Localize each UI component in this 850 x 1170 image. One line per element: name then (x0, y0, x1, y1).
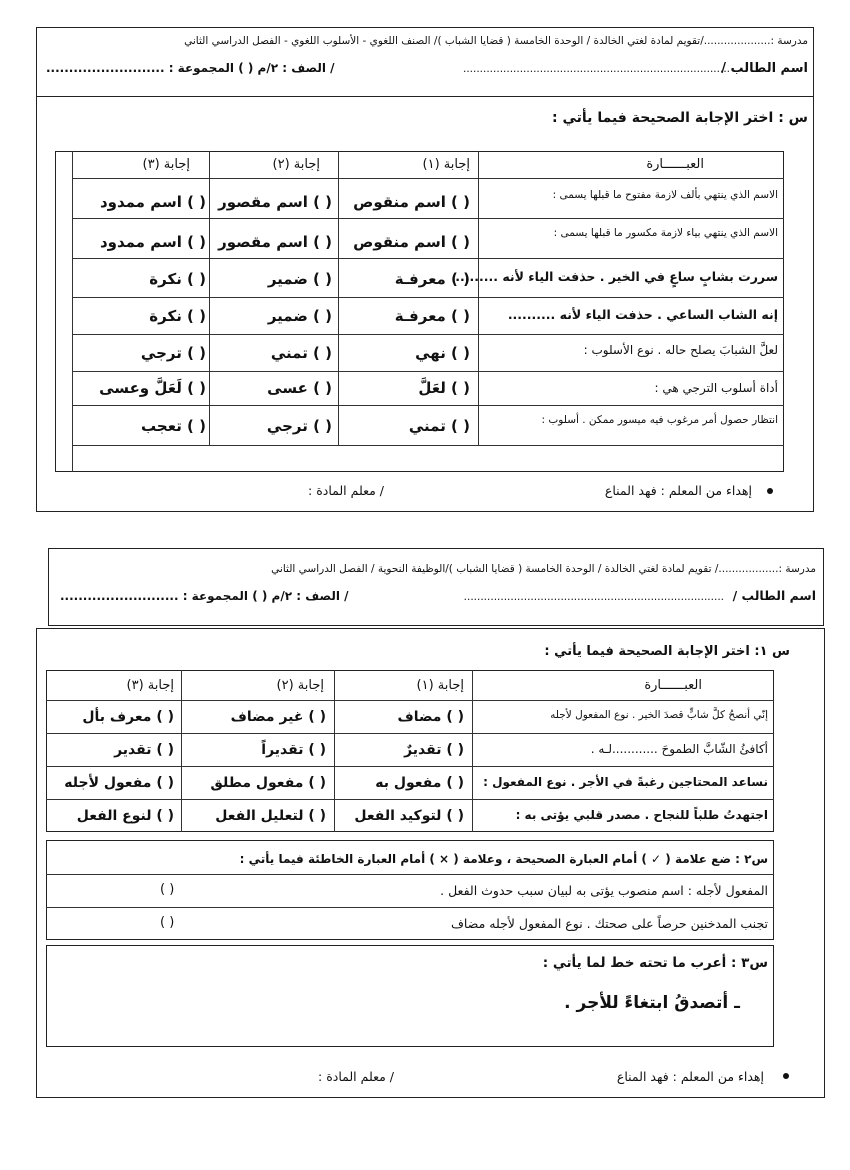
sheet1-question: س : اختر الإجابة الصحيحة فيما يأتي : (552, 110, 808, 126)
sheet2-student-label: اسم الطالب / (732, 588, 816, 603)
sheet1-col-statement: العبــــــارة (646, 157, 704, 172)
sheet2-q3-sentence: ـ أتصدقُ ابتغاءً للأجر . (564, 993, 740, 1013)
sheet2-answer-option[interactable]: ( ) لتوكيد الفعل (354, 808, 464, 824)
sheet1-answer-option[interactable]: ( ) معرفـة (394, 307, 470, 325)
sheet2-answer-option[interactable]: ( ) معرف بأل (82, 709, 174, 725)
sheet2-col-answer2: إجابة (٢) (276, 678, 324, 693)
sheet1-answer-option[interactable]: ( ) اسم مقصور (218, 233, 332, 251)
sheet1-header: مدرسة :..................../تقويم لمادة لغتي الخالدة / الوحدة الخامسة ( قضايا الشباب )/ الصنف اللغوي - الأسلوب اللغوي - الفصل الدراسي الثاني (184, 35, 808, 47)
sheet2-class-group[interactable]: / الصف : ٢/م ( ) المجموعة : .......................... (60, 589, 349, 603)
sheet1-statement: الاسم الذي ينتهي بياء لازمة مكسور ما قبلها يسمى : (553, 227, 778, 239)
sheet1-col-answer2: إجابة (٢) (272, 157, 320, 172)
sheet2-q2-answer-box[interactable]: ( ) (160, 915, 175, 930)
sheet2-footer-prep: إهداء من المعلم : فهد المناع (616, 1069, 764, 1084)
sheet2-question1: س ١: اختر الإجابة الصحيحة فيما يأتي : (544, 644, 790, 659)
sheet1-answer-option[interactable]: ( ) اسم مقصور (218, 193, 332, 211)
sheet1-statement: أداة أسلوب الترجي هي : (654, 381, 778, 395)
sheet2-answer-option[interactable]: ( ) لنوع الفعل (76, 808, 174, 824)
sheet2-bullet-icon (783, 1073, 789, 1079)
sheet2-answer-option[interactable]: ( ) مفعول لأجله (64, 775, 174, 791)
sheet2-question3: س٣ : أعرب ما تحته خط لما يأتي : (542, 955, 768, 971)
sheet1-student-label: اسم الطالب / (721, 61, 808, 76)
sheet1-student-name-field[interactable]: ................................................................................ (462, 63, 730, 75)
sheet2-question2: س٢ : ضع علامة ( ✓ ) أمام العبارة الصحيحة ، وعلامة ( × ) أمام العبارة الخاطئة فيما يأتي : (239, 852, 768, 866)
sheet1-col-answer3: إجابة (٣) (142, 157, 190, 172)
sheet2-answer-option[interactable]: ( ) غير مضاف (230, 709, 326, 725)
sheet1-answer-option[interactable]: ( ) اسم ممدود (99, 193, 206, 211)
sheet2-statement: إنّي أنصحُ كلَّ شابٍّ قصدَ الخير . نوع المفعول لأجله (550, 709, 768, 721)
sheet2-answer-option[interactable]: ( ) تقدير (114, 742, 174, 758)
sheet1-footer-teacher: / معلم المادة : (308, 483, 384, 498)
sheet1-answer-option[interactable]: ( ) اسم ممدود (99, 233, 206, 251)
sheet1-footer-prep: إهداء من المعلم : فهد المناع (604, 483, 752, 498)
sheet2-col-answer1: إجابة (١) (416, 678, 464, 693)
sheet1-answer-option[interactable]: ( ) تمني (270, 344, 332, 362)
sheet2-q2-answer-box[interactable]: ( ) (160, 882, 175, 897)
sheet1-header-divider (36, 96, 814, 97)
sheet2-answer-option[interactable]: ( ) تقديراً (261, 742, 326, 758)
sheet1-answer-option[interactable]: ( ) تعجب (141, 417, 206, 435)
sheet2-answer-option[interactable]: ( ) لتعليل الفعل (215, 808, 326, 824)
sheet1-answer-option[interactable]: ( ) نكرة (149, 307, 206, 325)
sheet1-answer-option[interactable]: ( ) ضمير (267, 270, 332, 288)
sheet1-answer-option[interactable]: ( ) عسى (267, 379, 332, 397)
sheet1-answer-option[interactable]: ( ) ترجي (140, 344, 206, 362)
sheet1-col-answer1: إجابة (١) (422, 157, 470, 172)
sheet1-statement: إنه الشاب الساعي . حذفت الياء لأنه .......... (507, 307, 778, 322)
sheet1-answer-option[interactable]: ( ) نكرة (149, 270, 206, 288)
sheet1-statement: الاسم الذي ينتهي بألف لازمة مفتوح ما قبلها يسمى : (552, 189, 778, 201)
sheet1-answer-option[interactable]: ( ) نهي (415, 344, 470, 362)
sheet2-answer-option[interactable]: ( ) مفعول مطلق (210, 775, 326, 791)
sheet1-statement: لعلَّ الشبابَ يصلح حاله . نوع الأسلوب : (583, 343, 778, 357)
sheet1-answer-option[interactable]: ( ) اسم منقوص (353, 233, 470, 251)
sheet2-q2-statement: المفعول لأجله : اسم منصوب يؤتى به لبيان سبب حدوث الفعل . (440, 883, 768, 898)
sheet1-answer-option[interactable]: ( ) معرفـة (394, 270, 470, 288)
sheet2-student-name-field[interactable]: .............................................................................. (463, 591, 724, 603)
sheet1-table-left-margin (72, 151, 73, 472)
sheet1-answer-option[interactable]: ( ) اسم منقوص (353, 193, 470, 211)
sheet1-answer-option[interactable]: ( ) تمني (408, 417, 470, 435)
sheet1-answer-option[interactable]: ( ) لعَلَّ (418, 379, 470, 397)
sheet1-class-group[interactable]: / الصف : ٢/م ( ) المجموعة : .......................... (46, 61, 335, 75)
sheet2-statement: أكافئُ الشّابَّ الطموحَ ............لـه . (590, 742, 768, 756)
sheet2-answer-option[interactable]: ( ) مضاف (397, 709, 464, 725)
sheet1-answer-option[interactable]: ( ) ترجي (266, 417, 332, 435)
sheet2-statement: اجتهدتُ طلباً للنجاح . مصدر قلبي يؤتى به : (515, 808, 768, 822)
sheet2-statement: نساعد المحتاجين رغبةً في الأجر . نوع المفعول : (483, 775, 768, 789)
sheet2-footer-teacher: / معلم المادة : (318, 1069, 394, 1084)
sheet2-answer-option[interactable]: ( ) تقديرٌ (404, 742, 464, 758)
sheet1-answer-option[interactable]: ( ) لَعَلَّ وعسى (99, 379, 206, 397)
sheet2-header: مدرسة :................../ تقويم لمادة لغتي الخالدة / الوحدة الخامسة ( قضايا الشباب )/الوظيفة النحوية / الفصل الدراسي الثاني (271, 563, 816, 575)
sheet1-answer-option[interactable]: ( ) ضمير (267, 307, 332, 325)
sheet1-statement: سررت بشابٍ ساعٍ في الخير . حذفت الياء لأنه ......... (455, 269, 778, 284)
sheet2-q2-statement: تجنب المدخنين حرصاً على صحتك . نوع المفعول لأجله مضاف (450, 916, 768, 931)
sheet2-col-statement: العبــــــارة (644, 678, 702, 693)
sheet1-statement: انتظار حصول أمر مرغوب فيه ميسور ممكن . أسلوب : (541, 414, 778, 426)
sheet2-answer-option[interactable]: ( ) مفعول به (375, 775, 464, 791)
sheet2-col-answer3: إجابة (٣) (126, 678, 174, 693)
sheet2-header-frame (48, 548, 824, 626)
sheet1-bullet-icon (767, 488, 773, 494)
